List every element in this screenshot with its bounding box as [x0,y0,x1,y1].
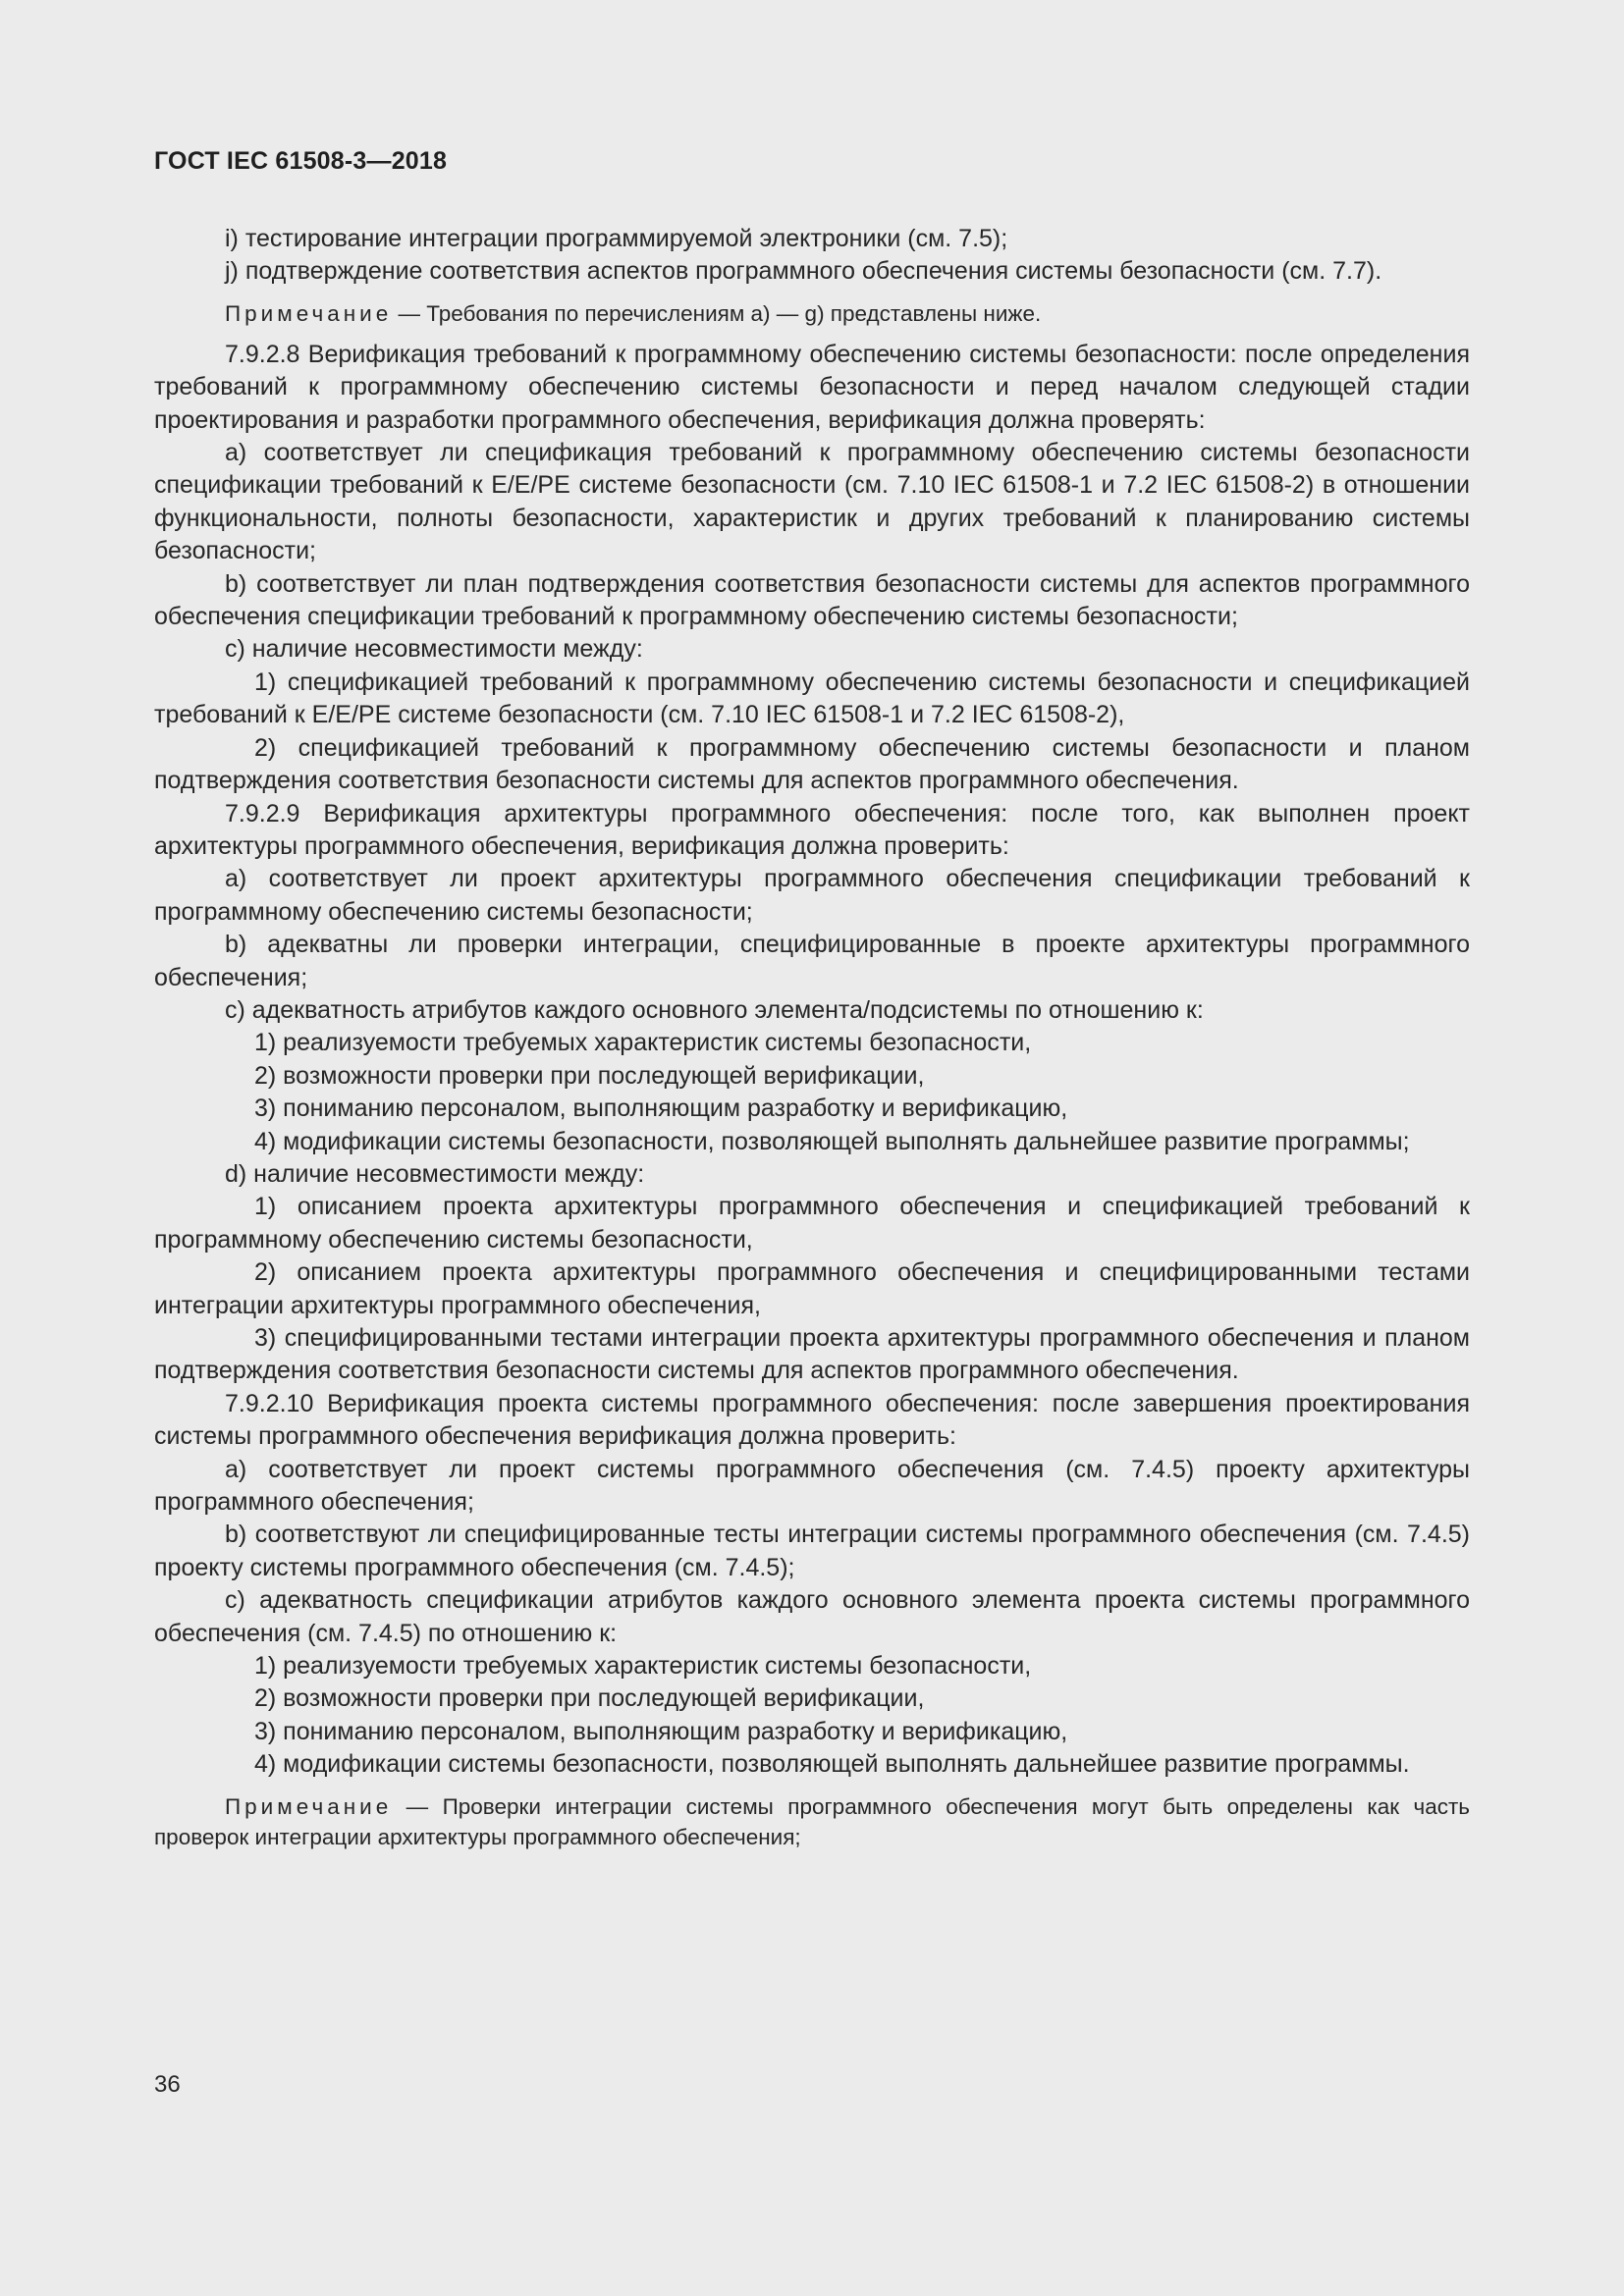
list-item-i: i) тестирование интеграции программируемой электроники (см. 7.5); [225,225,1008,252]
list-item-b: b) соответствует ли план подтверждения соответствия безопасности системы для аспектов программного обеспечения спецификации требований к программному обеспечению системы безопасности; [154,569,1470,631]
note-text: — Проверки интеграции системы программного обеспечения могут быть определены как часть проверок интеграции архитектуры программного обеспечения; [154,1793,1470,1849]
sub-item-2: 2) спецификацией требований к программному обеспечению системы безопасности и планом подтверждения соответствия безопасности системы для аспектов программного обеспечения. [154,733,1470,795]
sub-item-4: 4) модификации системы безопасности, позволяющей выполнять дальнейшее развитие программы. [254,1750,1410,1779]
sub-item-2: 2) описанием проекта архитектуры программного обеспечения и специфицированными тестами интеграции архитектуры программного обеспечения, [154,1258,1470,1319]
list-item-j: j) подтверждение соответствия аспектов программного обеспечения системы безопасности (см. 7.7). [225,257,1382,286]
note-text: — Требования по перечислениям a) — g) представлены ниже. [392,300,1042,326]
sub-item-3: 3) пониманию персоналом, выполняющим разработку и верификацию, [254,1095,1068,1123]
sub-item-1: 1) реализуемости требуемых характеристик системы безопасности, [254,1652,1032,1681]
list-item-a: a) соответствует ли проект системы программного обеспечения (см. 7.4.5) проекту архитектуры программного обеспечения; [154,1455,1470,1517]
sub-item-2: 2) возможности проверки при последующей верификации, [254,1061,925,1090]
sub-item-4: 4) модификации системы безопасности, позволяющей выполнять дальнейшее развитие программы; [254,1127,1410,1155]
sub-item-1: 1) описанием проекта архитектуры программного обеспечения и спецификацией требований к программному обеспечению системы безопасности, [154,1193,1470,1254]
sub-item-2: 2) возможности проверки при последующей верификации, [254,1684,925,1713]
list-item-c: c) наличие несовместимости между: [225,635,643,664]
list-item-b: b) соответствуют ли специфицированные тесты интеграции системы программного обеспечения (см. 7.4.5) проекту системы программного обеспечения (см. 7.4.5); [154,1521,1470,1581]
note-2 [154,1791,1470,1852]
list-item-a: a) соответствует ли спецификация требований к программному обеспечению системы безопасности спецификации требований к E/E/PE системе безопасности (см. 7.10 IEC 61508-1 и 7.2 IEC 61508-2) в отношении функциональности, полноты безопасности, характеристик и других требований к планированию системы безопасности; [154,439,1470,565]
list-item-c: c) адекватность спецификации атрибутов каждого основного элемента проекта системы программного обеспечения (см. 7.4.5) по отношению к: [154,1586,1470,1647]
clause-7-9-2-9: 7.9.2.9 Верификация архитектуры программного обеспечения: после того, как выполнен проект архитектуры программного обеспечения, верификация должна проверить: [154,799,1470,860]
list-item-d: d) наличие несовместимости между: [225,1159,645,1188]
document-header-title: ГОСТ IEC 61508-3—2018 [154,147,448,175]
sub-item-1: 1) реализуемости требуемых характеристик системы безопасности, [254,1029,1032,1057]
clause-7-9-2-10: 7.9.2.10 Верификация проекта системы программного обеспечения: после завершения проектирования системы программного обеспечения верификация должна проверить: [154,1389,1470,1451]
note-label: Примечание [225,300,393,326]
list-item-a: a) соответствует ли проект архитектуры программного обеспечения спецификации требований к программному обеспечению системы безопасности; [154,865,1470,926]
document-body [154,223,1470,1862]
sub-item-3: 3) специфицированными тестами интеграции проекта архитектуры программного обеспечения и планом подтверждения соответствия безопасности системы для аспектов программного обеспечения. [154,1324,1470,1385]
clause-7-9-2-8: 7.9.2.8 Верификация требований к программному обеспечению системы безопасности: после определения требований к программному обеспечению системы безопасности и перед началом следующей стадии проектирования и разработки программного обеспечения, верификация должна проверять: [154,340,1470,434]
note-1 [154,298,1470,329]
note-label: Примечание [225,1793,393,1819]
sub-item-1: 1) спецификацией требований к программному обеспечению системы безопасности и спецификацией требований к E/E/PE системе безопасности (см. 7.10 IEC 61508-1 и 7.2 IEC 61508-2), [154,667,1470,729]
list-item-b: b) адекватны ли проверки интеграции, специфицированные в проекте архитектуры программного обеспечения; [154,931,1470,991]
sub-item-3: 3) пониманию персоналом, выполняющим разработку и верификацию, [254,1717,1068,1745]
page-number: 36 [154,2071,181,2098]
list-item-c: c) адекватность атрибутов каждого основного элемента/подсистемы по отношению к: [225,995,1204,1024]
